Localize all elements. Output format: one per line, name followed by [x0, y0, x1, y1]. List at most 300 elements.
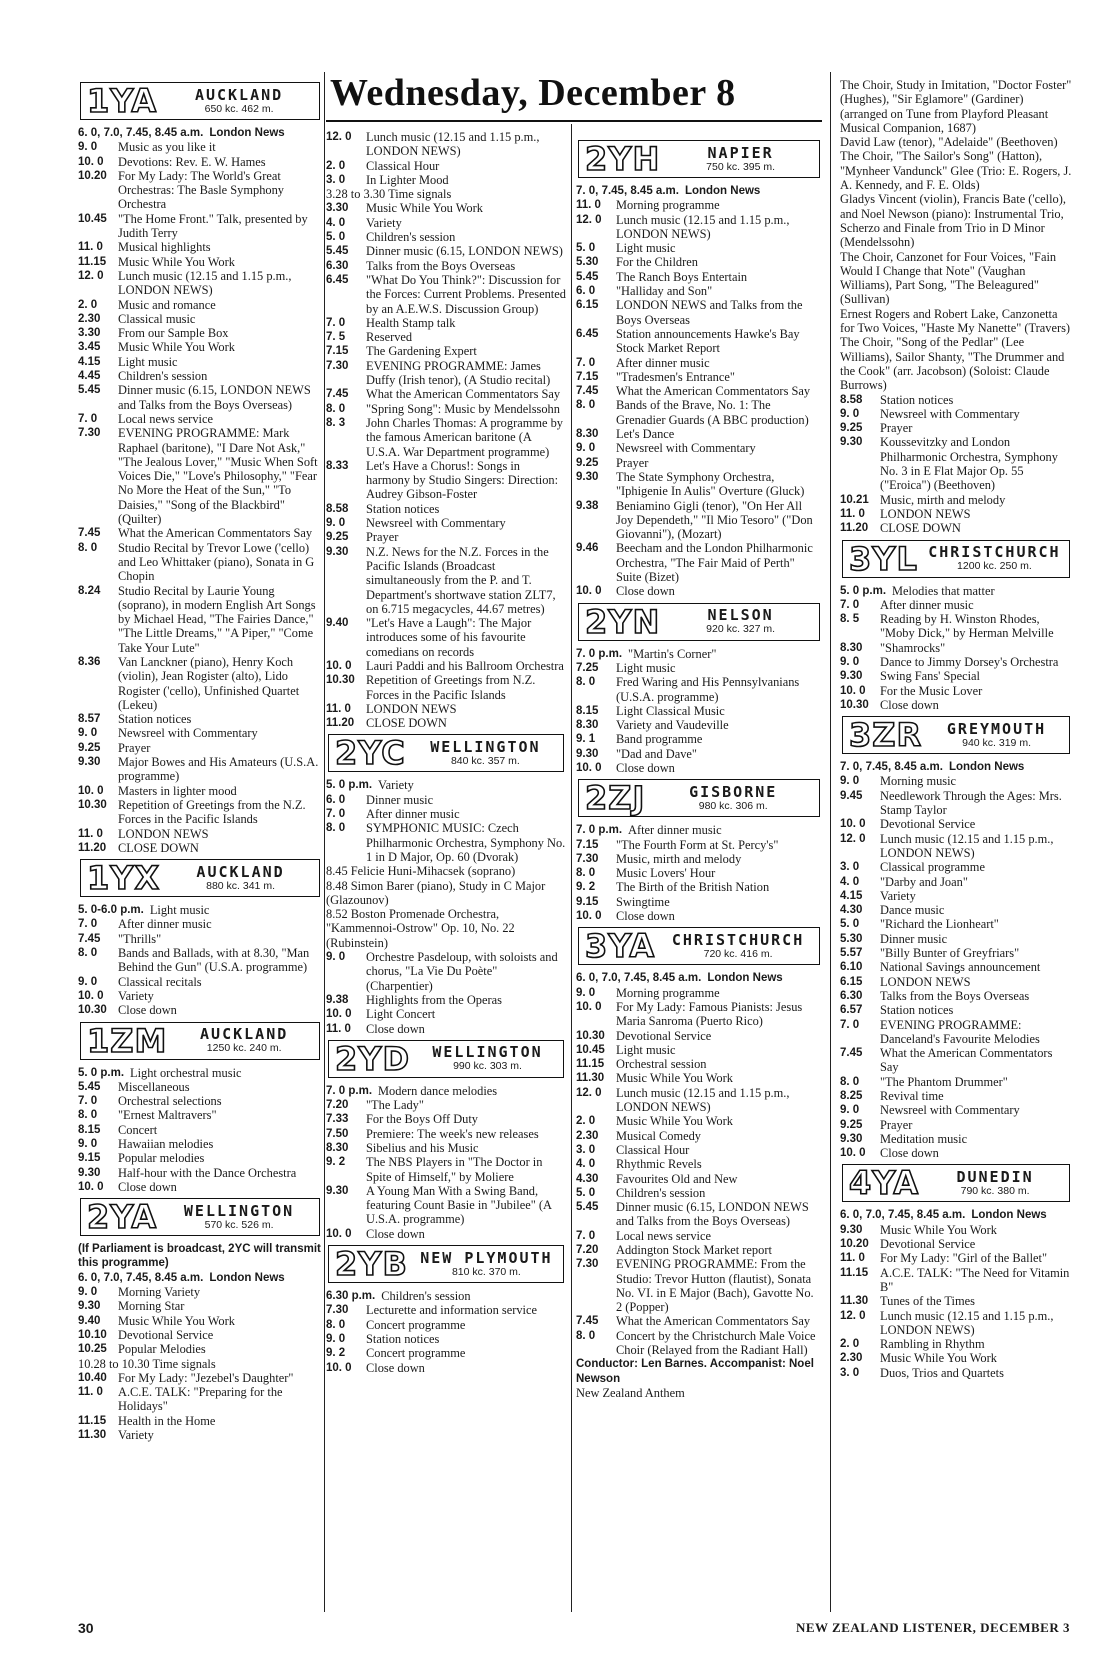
programme-item [78, 169, 322, 212]
programme-time: 6. 0 [326, 793, 346, 806]
station-header-3zr [842, 716, 1070, 754]
column-divider [830, 72, 831, 1612]
programme-description: What the American Commentators Say [366, 387, 561, 402]
programme-description: Health in the Home [118, 1413, 216, 1428]
programme-item [78, 1371, 322, 1385]
programme-time: 7.45 [78, 527, 101, 540]
programme-time: 9.40 [78, 1314, 101, 1327]
programme-description: Ernest Rogers and Robert Lake, Canzonetta for Two Voices, "Haste My Nanette" (Travers) [840, 306, 1071, 336]
programme-description: Station notices [880, 1003, 954, 1018]
programme-item [78, 1342, 322, 1356]
programme-description: Dinner music (6.15, LONDON NEWS) [366, 244, 563, 259]
programme-time: 11.15 [840, 1266, 869, 1279]
programme-description: CLOSE DOWN [880, 521, 961, 536]
programme-time: 9.25 [326, 531, 349, 544]
programme-item [78, 526, 322, 540]
programme-time: 5. 0 [576, 242, 596, 255]
programme-description: Rambling in Rhythm [880, 1337, 985, 1352]
programme-time: 7.30 [576, 1258, 599, 1271]
programme-description: Light music [149, 903, 210, 918]
programme-time: 10.30 [840, 698, 869, 711]
programme-item [78, 1385, 322, 1414]
programme-item [576, 647, 822, 661]
station-info [668, 145, 813, 174]
programme-time: 7. 0 p.m. [326, 1084, 373, 1097]
programme-description: 3.28 to 3.30 Time signals [326, 187, 452, 202]
programme-description: Concert [118, 1122, 158, 1137]
programme-item [78, 155, 322, 169]
programme-description: Prayer [366, 530, 399, 545]
programme-item [78, 932, 322, 946]
programme-item [840, 1351, 1072, 1365]
programme-time: 7.30 [326, 1304, 349, 1317]
programme-description: John Charles Thomas: A programme by the famous American baritone (A U.S.A. War Department programme) [366, 415, 563, 459]
programme-item [78, 1123, 322, 1137]
programme-time: 3.30 [78, 327, 101, 340]
programme-description: "Thrills" [118, 931, 162, 946]
programme-time: 10.30 [78, 798, 107, 811]
station-frequency: 990 kc. 303 m. [453, 1060, 522, 1073]
programme-item [78, 841, 322, 855]
programme-time: 7. 0 [326, 316, 346, 329]
programme-description: Children's session [381, 1289, 471, 1304]
programme-time: 11.30 [840, 1295, 869, 1308]
programme-item [576, 866, 822, 880]
programme-time: 8.36 [78, 655, 101, 668]
programme-item [78, 326, 322, 340]
programme-description: "Shamrocks" [880, 640, 946, 655]
programme-description: Variety [118, 1428, 154, 1443]
programme-time: 11. 0 [326, 702, 351, 715]
programme-description: 8.52 Boston Promenade Orchestra, "Kammennoi-Ostrow" Op. 10, No. 22 (Rubinstein) [326, 907, 515, 950]
programme-description: Dinner music (6.15, LONDON NEWS and Talks from the Boys Overseas) [616, 1200, 809, 1229]
station-info [668, 607, 813, 636]
programme-description: After dinner music [628, 823, 722, 838]
programme-item [840, 612, 1072, 641]
station-logo: 1YX [87, 859, 161, 898]
programme-item [78, 726, 322, 740]
station-city: AUCKLAND [196, 862, 285, 881]
programme-time: 10. 0 [326, 1008, 352, 1021]
programme-item [78, 917, 322, 931]
programme-item [78, 946, 322, 975]
programme-time: 3. 0 [326, 173, 346, 186]
programme-time: 7.15 [326, 345, 349, 358]
programme-description: Popular melodies [118, 1151, 205, 1166]
programme-item [78, 584, 322, 655]
programme-item [576, 1357, 822, 1386]
programme-item [576, 1186, 822, 1200]
programme-item [326, 950, 566, 993]
programme-description: Station notices [366, 1331, 440, 1346]
programme-time: 10. 0 [326, 1227, 352, 1240]
programme-description: Lunch music (12.15 and 1.15 p.m., LONDON NEWS) [118, 268, 292, 298]
programme-time: 10.45 [576, 1043, 605, 1056]
programme-time: 9. 0 [326, 1332, 346, 1345]
programme-description: EVENING PROGRAMME: From the Studio: Trevor Hutton (flautist), Sonata No. VI. in E Major (Bach), Gavotte No. 2 (Popper) [616, 1257, 814, 1315]
programme-item [78, 798, 322, 827]
programme-item [576, 1086, 822, 1115]
programme-description: Beniamino Gigli (tenor), "On Her All Joy Dependeth," "Il Mio Tesoro" ("Don Giovanni"), (Mozart) [616, 498, 813, 542]
programme-time: 11. 0 [78, 241, 103, 254]
programme-time: 8.30 [576, 719, 599, 732]
programme-description: Sibelius and his Music [366, 1141, 479, 1155]
programme-time: 4. 0 [576, 1158, 596, 1171]
programme-item [576, 327, 822, 356]
programme-item [840, 860, 1072, 874]
programme-item [78, 903, 322, 917]
programme-description: For My Lady: Famous Pianists: Jesus Maria Sanroma (Puerto Rico) [616, 999, 803, 1029]
programme-description: Major Bowes and His Amateurs (U.S.A. programme) [118, 755, 319, 784]
programme-description: Beecham and the London Philharmonic Orchestra, "The Fair Maid of Perth" Suite (Bizet) [616, 541, 813, 585]
programme-time: 11.30 [78, 1429, 107, 1442]
programme-item [78, 298, 322, 312]
station-frequency: 650 kc. 462 m. [204, 102, 274, 115]
station-info [418, 1044, 557, 1073]
programme-description: Music While You Work [118, 1313, 235, 1328]
programme-description: New Zealand Anthem [576, 1385, 685, 1400]
programme-time: 9.30 [576, 747, 599, 760]
column-2 [326, 130, 566, 1375]
programme-description: Station notices [880, 392, 954, 407]
station-logo: 2YN [585, 602, 661, 641]
station-frequency: 1250 kc. 240 m. [206, 1042, 282, 1055]
programme-item [576, 1243, 822, 1257]
programme-item [840, 669, 1072, 683]
programme-description: Highlights from the Operas [366, 992, 502, 1007]
programme-item [326, 1141, 566, 1155]
programme-description: Concert programme [366, 1317, 466, 1332]
programme-time: 8.30 [576, 428, 599, 441]
programme-time: 8.15 [78, 1123, 101, 1136]
programme-item [576, 1057, 822, 1071]
programme-description: Devotional Service [118, 1327, 214, 1342]
programme-item [576, 909, 822, 923]
programme-item [576, 1257, 822, 1314]
programme-description: London News [707, 972, 783, 985]
programme-description: Light music [616, 1042, 676, 1057]
programme-item [326, 1112, 566, 1126]
programme-item [78, 1299, 322, 1313]
programme-item [840, 1075, 1072, 1089]
programme-item [840, 1294, 1072, 1308]
station-city: NELSON [707, 606, 774, 625]
programme-description: Duos, Trios and Quartets [880, 1365, 1004, 1380]
programme-description: Orchestral selections [118, 1094, 222, 1109]
station-info [414, 739, 557, 768]
programme-description: Station notices [118, 712, 192, 727]
programme-description: Melodies that matter [892, 583, 995, 598]
programme-description: Orchestre Pasdeloup, with soloists and chorus, "La Vie Du Poète" (Charpentier) [366, 950, 558, 993]
programme-time: 8.58 [326, 502, 349, 515]
column-divider [571, 124, 572, 1612]
programme-item [576, 1157, 822, 1171]
station-logo: 1ZM [87, 1021, 168, 1060]
programme-description: "Halliday and Son" [616, 284, 713, 299]
programme-description: Talks from the Boys Overseas [366, 258, 516, 273]
programme-description: For My Lady: "Girl of the Ballet" [880, 1251, 1048, 1266]
programme-description: A.C.E. TALK: "Preparing for the Holidays" [118, 1385, 283, 1414]
programme-time: 4. 0 [326, 216, 346, 229]
station-logo: 4YA [849, 1164, 920, 1203]
programme-time: 7. 0 [326, 808, 346, 821]
station-city: NAPIER [707, 143, 774, 162]
programme-time: 9. 0 [840, 407, 860, 420]
programme-time: 8. 0 [78, 541, 98, 554]
programme-description: Music While You Work [118, 340, 235, 355]
programme-item [326, 778, 566, 792]
station-header-1ya [80, 82, 320, 120]
programme-item [326, 159, 566, 173]
programme-description: Close down [118, 1179, 177, 1194]
publication-footer: NEW ZEALAND LISTENER, DECEMBER 3 [795, 1620, 1070, 1635]
programme-time: 9.25 [78, 741, 101, 754]
programme-item [576, 1029, 822, 1043]
column-1 [78, 78, 322, 1442]
programme-description: A Young Man With a Swing Band, featuring Count Basie in "Jubilee" (A U.S.A. programme) [366, 1183, 552, 1227]
programme-time: 5.30 [840, 932, 863, 945]
programme-time: 5. 0 [840, 918, 860, 931]
programme-time: 7. 0 [840, 1018, 860, 1031]
programme-description: Let's Have a Chorus!: Songs in harmony by Studio Singers: Direction: Audrey Gibson-Foster [366, 458, 559, 502]
programme-description: Lauri Paddi and his Ballroom Orchestra [366, 658, 564, 673]
programme-description: Rhythmic Revels [616, 1157, 702, 1172]
programme-time: 7.50 [326, 1127, 349, 1140]
programme-item [840, 1251, 1072, 1265]
programme-item [840, 1223, 1072, 1237]
programme-description: Meditation music [880, 1131, 968, 1146]
station-header-1zm [80, 1022, 320, 1060]
programme-description: Swingtime [616, 894, 670, 909]
programme-description: CLOSE DOWN [118, 840, 199, 855]
programme-item [576, 661, 822, 675]
programme-time: 4.15 [840, 889, 863, 902]
programme-item [326, 330, 566, 344]
programme-item [576, 356, 822, 370]
programme-description: Morning programme [616, 985, 720, 1000]
programme-description: Morning Variety [118, 1285, 201, 1300]
programme-item [326, 673, 566, 702]
programme-description: LONDON NEWS [880, 506, 971, 521]
programme-item [840, 1309, 1072, 1338]
programme-description: Masters in lighter mood [118, 783, 237, 798]
programme-item [840, 149, 1072, 192]
programme-item [326, 459, 566, 502]
programme-description: 10.28 to 10.30 Time signals [78, 1356, 216, 1371]
programme-description: What the American Commentators Say [616, 384, 811, 399]
station-info [930, 721, 1063, 750]
programme-item [576, 499, 822, 542]
programme-time: 7.20 [326, 1099, 349, 1112]
programme-item [576, 184, 822, 198]
station-frequency: 810 kc. 370 m. [451, 1265, 521, 1278]
programme-time: 11. 0 [576, 199, 601, 212]
programme-time: 6. 0, 7.0, 7.45, 8.45 a.m. [840, 1209, 966, 1222]
programme-description: Light music [616, 660, 676, 675]
programme-description: Dinner music [366, 792, 434, 807]
programme-item [576, 584, 822, 598]
station-frequency: 880 kc. 341 m. [206, 879, 275, 892]
programme-description: Morning Star [118, 1299, 185, 1314]
programme-description: For the Music Lover [880, 683, 983, 698]
programme-time: 7.45 [78, 932, 101, 945]
programme-item [326, 1332, 566, 1346]
programme-description: CLOSE DOWN [366, 716, 447, 731]
programme-time: 5.57 [840, 947, 863, 960]
programme-time: 7. 0 [576, 1229, 596, 1242]
programme-description: Newsreel with Commentary [366, 516, 506, 531]
programme-item [840, 78, 1072, 135]
programme-description: "The Phantom Drummer" [880, 1074, 1008, 1089]
programme-description: The Choir, "The Sailor's Song" (Hatton), "Mynheer Vandunck" Glee (Trio: E. Rogers, J. A. Kennedy, and F. E. Olds) [840, 149, 1072, 193]
programme-time: 10. 0 [326, 1361, 352, 1374]
programme-item [326, 545, 566, 616]
programme-description: What the American Commentators Say [118, 526, 313, 541]
programme-description: Musical Comedy [616, 1128, 702, 1143]
programme-item [840, 521, 1072, 535]
station-frequency: 570 kc. 526 m. [204, 1218, 274, 1231]
programme-item [576, 1386, 822, 1400]
programme-time: 3.30 [326, 202, 349, 215]
programme-item [576, 427, 822, 441]
programme-time: 9.30 [78, 1300, 101, 1313]
programme-item [840, 760, 1072, 774]
programme-description: Station announcements Hawke's Bay Stock Market Report [616, 326, 800, 356]
programme-item [78, 755, 322, 784]
programme-time: 5. 0 [326, 231, 346, 244]
programme-time: 5.45 [78, 384, 101, 397]
programme-description: Swing Fans' Special [880, 669, 980, 684]
station-header-2yc [328, 734, 564, 772]
programme-time: 7. 0, 7.45, 8.45 a.m. [840, 761, 943, 774]
programme-description: Studio Recital by Laurie Young (soprano), in modern English Art Songs by Michael Head, "The Fairies Dance," "The Little Dreams," "A Piper," "Come Take Your Lute" [118, 583, 316, 655]
programme-time: 8.30 [326, 1142, 349, 1154]
programme-item [576, 1071, 822, 1085]
programme-time: 10.40 [78, 1371, 107, 1384]
programme-description: From our Sample Box [118, 326, 229, 341]
programme-time: 8.24 [78, 584, 101, 597]
programme-item [78, 827, 322, 841]
programme-description: Dance music [880, 903, 945, 918]
programme-time: 8. 0 [78, 947, 98, 960]
programme-item [576, 1000, 822, 1029]
programme-description: Revival time [880, 1089, 944, 1103]
programme-description: "The Home Front." Talk, presented by Judith Terry [118, 211, 308, 241]
programme-item [326, 807, 566, 821]
programme-description: "Richard the Lionheart" [880, 917, 999, 932]
programme-time: 10.20 [78, 169, 107, 182]
station-header-2yd [328, 1040, 564, 1078]
programme-item [840, 1146, 1072, 1160]
programme-time: 9.45 [840, 789, 863, 802]
programme-description: David Law (tenor), "Adelaide" (Beethoven) [840, 135, 1058, 150]
programme-description: Children's session [118, 369, 208, 384]
programme-time: 11. 0 [840, 507, 865, 520]
programme-item [326, 1318, 566, 1332]
programme-description: Modern dance melodies [378, 1083, 498, 1098]
programme-item [576, 675, 822, 704]
programme-description: Music Lovers' Hour [616, 866, 716, 881]
programme-time: 8. 0 [576, 399, 596, 412]
programme-time: 9.30 [576, 470, 599, 483]
programme-item [840, 774, 1072, 788]
programme-time: 9. 2 [326, 1347, 346, 1360]
station-city: AUCKLAND [194, 85, 284, 104]
station-logo: 1YA [87, 82, 158, 120]
programme-description: "Darby and Joan" [880, 874, 968, 889]
programme-item [840, 1237, 1072, 1251]
station-city: GREYMOUTH [946, 719, 1047, 738]
programme-item [840, 903, 1072, 917]
station-logo: 2YC [335, 734, 406, 773]
programme-description: Needlework Through the Ages: Mrs. Stamp Taylor [880, 788, 1062, 818]
programme-time: 9.25 [576, 456, 599, 469]
programme-item [326, 1007, 566, 1021]
programme-time: 10. 0 [840, 684, 866, 697]
programme-item [576, 1200, 822, 1229]
programme-time: 7. 0 [78, 1095, 98, 1108]
programme-time: 7. 0 [576, 356, 596, 369]
programme-time: 9.30 [840, 1132, 863, 1145]
programme-item [78, 989, 322, 1003]
programme-description: London News [948, 761, 1025, 774]
programme-description: (If Parliament is broadcast, 2YC will transmit this programme) [78, 1243, 321, 1270]
programme-time: 9.30 [78, 756, 101, 769]
station-logo: 3ZR [849, 716, 923, 755]
programme-description: The State Symphony Orchestra, "Iphigenie In Aulis" Overture (Gluck) [616, 469, 805, 499]
programme-description: "Ernest Maltravers" [118, 1108, 217, 1123]
programme-item [326, 993, 566, 1007]
programme-description: After dinner music [118, 917, 212, 932]
programme-time: 4.45 [78, 370, 101, 383]
programme-item [326, 1361, 566, 1375]
programme-item [326, 616, 566, 659]
programme-description: London News [971, 1209, 1047, 1222]
programme-description: Devotional Service [880, 1237, 976, 1252]
programme-description: Children's session [616, 1185, 706, 1200]
programme-time: 11. 0 [78, 827, 103, 840]
programme-item [840, 917, 1072, 931]
programme-time: 9.30 [326, 545, 349, 558]
programme-description: LONDON NEWS [880, 974, 971, 989]
programme-description: "Dad and Dave" [616, 746, 697, 761]
programme-item [326, 907, 566, 950]
programme-item [576, 384, 822, 398]
programme-item [78, 655, 322, 712]
programme-item [840, 507, 1072, 521]
programme-time: 5. 0 p.m. [840, 584, 887, 597]
programme-time: 10. 0 [326, 659, 352, 672]
programme-description: The Choir, Canzonet for Four Voices, "Fain Would I Change that Note" (Vaughan Williams), Part Song, "The Beleagured" (Sullivan) [840, 249, 1057, 307]
programme-time: 10.30 [78, 1004, 107, 1017]
programme-time: 12. 0 [576, 1086, 602, 1099]
programme-time: 12. 0 [840, 1309, 866, 1322]
programme-time: 4.30 [840, 904, 863, 917]
station-city: NEW PLYMOUTH [420, 1248, 553, 1267]
programme-time: 6.30 [840, 989, 863, 1002]
programme-description: Addington Stock Market report [616, 1243, 772, 1257]
programme-item [840, 192, 1072, 249]
programme-time: 9.38 [576, 499, 599, 512]
programme-item [840, 641, 1072, 655]
programme-item [840, 889, 1072, 903]
programme-time: 10. 0 [78, 155, 104, 168]
programme-time: 11.20 [840, 522, 869, 535]
programme-description: "The Lady" [366, 1098, 424, 1113]
programme-time: 8.33 [326, 459, 349, 472]
programme-description: The NBS Players in "The Doctor in Spite of Himself," by Moliere [366, 1155, 543, 1184]
station-info [416, 1250, 557, 1279]
